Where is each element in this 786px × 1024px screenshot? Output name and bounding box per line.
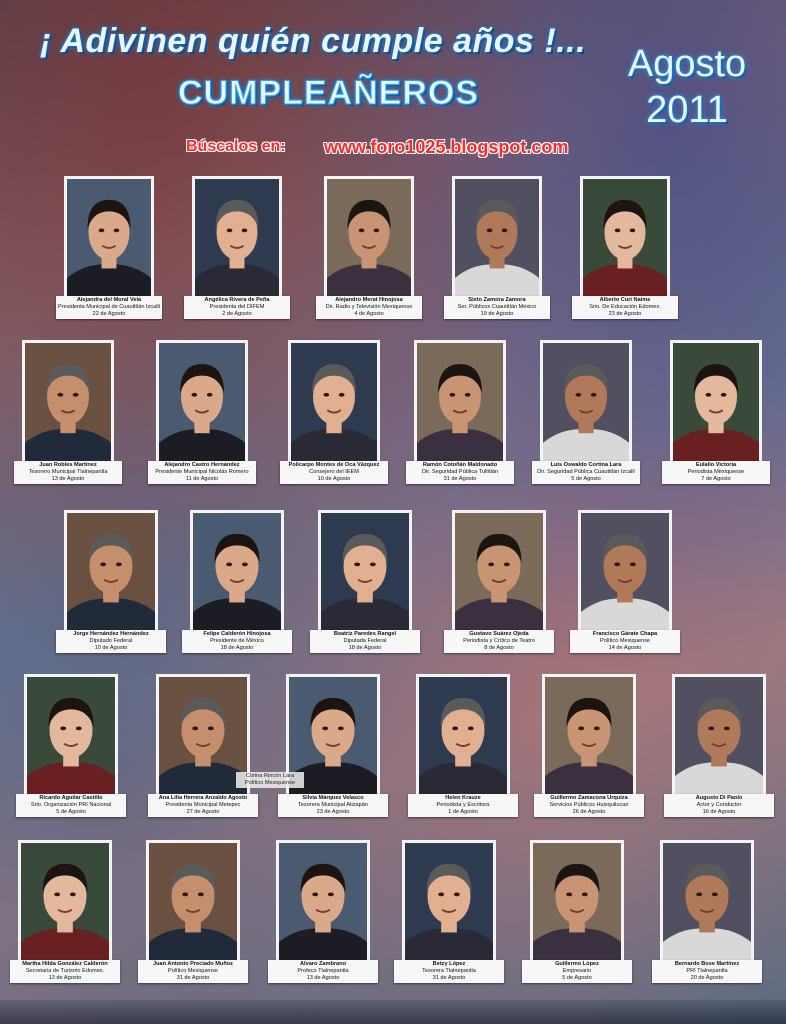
portrait-photo: [581, 513, 669, 631]
portrait-photo: [675, 677, 763, 795]
person-name: Sixto Zamora Zamora: [468, 297, 526, 303]
portrait-photo: [417, 343, 503, 462]
month-label: Agosto: [627, 43, 747, 85]
person-name: Felipe Calderón Hinojosa: [203, 631, 271, 637]
person-role: Diputado Federal: [89, 638, 133, 644]
person-date: 13 de Agosto: [48, 975, 82, 981]
person-photo: [416, 674, 510, 798]
person-name: Francisco Gárate Chapa: [592, 631, 658, 637]
person-date: 10 de Agosto: [317, 476, 351, 482]
person-photo: [64, 176, 154, 300]
person-caption: [664, 794, 774, 817]
person-caption: [310, 630, 420, 653]
person-name: Alejandro Castro Hernández: [164, 462, 240, 468]
person-role: Profeco Tlalnepantla: [297, 968, 349, 974]
person-name: Alejandro Merat Hinojosa: [335, 297, 403, 303]
portrait-photo: [193, 513, 281, 631]
person-date: 4 de Agosto: [354, 311, 384, 317]
person-photo: [530, 840, 624, 964]
blog-link[interactable]: www.foro1025.blogspot.com: [324, 137, 569, 157]
person-role: Actor y Conductor: [696, 802, 742, 808]
person-date: 5 de Agosto: [56, 809, 86, 815]
portrait-photo: [67, 513, 155, 631]
person-photo: [542, 674, 636, 798]
person-caption: [406, 461, 514, 484]
person-role: Consejero del IEEM: [309, 469, 359, 475]
person-photo: [18, 840, 112, 964]
person-role: Presidenta del DIFEM: [209, 304, 265, 310]
person-caption: [16, 794, 126, 817]
person-photo: [318, 510, 412, 634]
portrait-photo: [159, 677, 247, 795]
person-name: Eulalio Victoria: [695, 462, 737, 468]
person-name: Ricardo Aguilar Castillo: [39, 795, 103, 801]
person-name: Guillermo Zamacona Urquiza: [550, 795, 628, 801]
person-date: 18 de Agosto: [220, 645, 254, 651]
find-label: Búscalos en:: [186, 138, 286, 155]
portrait-photo: [455, 179, 539, 297]
person-role: Periodista y Escritora: [436, 802, 490, 808]
person-role: Ser. Públicos Cuautitlán México: [457, 304, 537, 310]
person-date: 5 de Agosto: [571, 476, 601, 482]
person-photo: [660, 840, 754, 964]
person-role: Servicios Públicos Huixquilucan: [549, 802, 629, 808]
person-caption: [138, 960, 248, 983]
portrait-photo: [543, 343, 629, 462]
person-name: Ramón Cotoñán Maldonado: [422, 462, 498, 468]
person-role: Diputada Federal: [343, 638, 387, 644]
person-role: Srio. De Educación Edomex.: [589, 304, 661, 310]
person-name: Beatriz Paredes Rangel: [333, 631, 397, 637]
person-caption: [532, 461, 640, 484]
portrait-photo: [291, 343, 377, 462]
person-photo: [190, 510, 284, 634]
person-caption: [522, 960, 632, 983]
person-caption: [408, 794, 518, 817]
person-name: Juan Antonio Preciado Muñoz: [153, 961, 233, 967]
person-name: Luis Oswaldo Cortina Lara: [550, 462, 622, 468]
person-date: 7 de Agosto: [701, 476, 731, 482]
person-name: Guillermo López: [555, 961, 599, 967]
portrait-photo: [405, 843, 493, 961]
person-role: Político Mexiquense: [167, 968, 219, 974]
portrait-photo: [419, 677, 507, 795]
person-name: Alejandra del Moral Vela: [76, 297, 142, 303]
person-role: Tesorero Municipal Tlalnepantla: [28, 469, 108, 475]
person-photo: [414, 340, 506, 465]
person-caption: [148, 461, 256, 484]
person-date: 23 de Agosto: [316, 809, 350, 815]
person-name: Policarpo Montes de Oca Vázquez: [288, 462, 380, 468]
person-caption: [652, 960, 762, 983]
person-date: 13 de Agosto: [306, 975, 340, 981]
person-name: Augusto Di Paolo: [695, 795, 743, 801]
person-role: PRI Tlalnepantla: [686, 968, 728, 974]
person-date: 19 de Agosto: [480, 311, 514, 317]
person-role: Dir. Seguridad Pública Cuautitlán Izcalli: [537, 469, 635, 475]
person-date: 18 de Agosto: [348, 645, 382, 651]
person-photo: [540, 340, 632, 465]
person-photo: [670, 340, 762, 465]
person-name: Ana Lilia Herrera Anzaldo Agosto: [158, 795, 248, 801]
person-name: Bernardo Bose Martínez: [674, 961, 740, 967]
person-role: Presidenta Municipal de Cuautitlán Izcalli: [58, 304, 160, 310]
portrait-photo: [159, 343, 245, 462]
person-role: Secretaria de Turismo Edomex.: [25, 968, 105, 974]
person-date: 11 de Agosto: [185, 476, 219, 482]
person-photo: [672, 674, 766, 798]
portrait-photo: [67, 179, 151, 297]
person-caption: [148, 794, 258, 817]
person-photo: [578, 510, 672, 634]
display-stand: [0, 1000, 786, 1024]
person-name: Jorge Hernández Hernández: [73, 631, 149, 637]
person-role: Presidenta Municipal Metepec: [165, 802, 241, 808]
person-date: 8 de Agosto: [484, 645, 514, 651]
portrait-photo: [279, 843, 367, 961]
person-role: Presidente Municipal Nicolás Romero: [155, 469, 249, 475]
person-role: Político Mexiquense: [599, 638, 651, 644]
person-caption: [56, 296, 162, 319]
person-photo: [402, 840, 496, 964]
person-caption: [10, 960, 120, 983]
person-date: 5 de Agosto: [562, 975, 592, 981]
portrait-photo: [663, 843, 751, 961]
person-date: 31 de Agosto: [443, 476, 477, 482]
person-caption: [280, 461, 388, 484]
person-date: 27 de Agosto: [186, 809, 220, 815]
person-caption: [570, 630, 680, 653]
person-photo: [22, 340, 114, 465]
person-role: Tesorera Municipal Atizapán: [298, 802, 368, 808]
person-photo: [24, 674, 118, 798]
person-photo: [146, 840, 240, 964]
person-photo: [64, 510, 158, 634]
poster-header: [0, 0, 786, 170]
person-date: 31 de Agosto: [176, 975, 210, 981]
portrait-photo: [321, 513, 409, 631]
portrait-photo: [545, 677, 633, 795]
person-name: Alberto Curi Naime: [599, 297, 651, 303]
person-name: Martha Hilda González Calderón: [22, 961, 108, 967]
overlap-caption: Corina Rincón Lara Político Mexiquense: [236, 772, 304, 788]
portrait-photo: [149, 843, 237, 961]
person-photo: [288, 340, 380, 465]
person-date: 22 de Agosto: [92, 311, 126, 317]
person-photo: [156, 340, 248, 465]
person-role: Tesorera Tlalnepantla: [422, 968, 476, 974]
person-date: 2 de Agosto: [222, 311, 252, 317]
portrait-photo: [533, 843, 621, 961]
person-caption: [14, 461, 122, 484]
person-caption: [444, 296, 550, 319]
person-name: Juan Robles Martínez: [39, 462, 97, 468]
person-caption: [572, 296, 678, 319]
portrait-photo: [673, 343, 759, 462]
portrait-photo: [21, 843, 109, 961]
person-date: 16 de Agosto: [702, 809, 736, 815]
person-photo: [452, 510, 546, 634]
person-role: Periodista y Crítico de Teatro: [463, 638, 535, 644]
person-photo: [324, 176, 414, 300]
person-date: 23 de Agosto: [608, 311, 642, 317]
person-date: 13 de Agosto: [51, 476, 85, 482]
person-caption: [394, 960, 504, 983]
person-caption: [56, 630, 166, 653]
person-date: 14 de Agosto: [608, 645, 642, 651]
person-name: Silvia Márquez Velasco: [302, 795, 364, 801]
person-role: Srio. Organización PRI Nacional: [30, 802, 112, 808]
person-date: 10 de Agosto: [94, 645, 128, 651]
poster-subtitle: CUMPLEAÑEROS: [178, 74, 480, 112]
person-role: Presidente de México: [210, 638, 264, 644]
person-role: Dir. Seguridad Pública Tultitlán: [421, 469, 499, 475]
person-photo: [276, 840, 370, 964]
person-date: 31 de Agosto: [432, 975, 466, 981]
person-name: Angélica Rivera de Peña: [204, 297, 270, 303]
poster-title: ¡ Adivinen quién cumple años !...: [40, 22, 587, 60]
person-date: 26 de Agosto: [572, 809, 606, 815]
portrait-photo: [327, 179, 411, 297]
person-caption: [316, 296, 422, 319]
person-caption: [662, 461, 770, 484]
year-label: 2011: [646, 89, 728, 131]
person-name: Gustavo Suárez Ojeda: [469, 631, 529, 637]
person-date: 1 de Agosto: [448, 809, 478, 815]
person-caption: [184, 296, 290, 319]
person-name: Álvaro Zambrano: [299, 961, 346, 967]
portrait-photo: [25, 343, 111, 462]
person-role: Periodista Mexiquense: [687, 469, 745, 475]
person-caption: [278, 794, 388, 817]
person-name: Betzy López: [432, 961, 466, 967]
person-date: 20 de Agosto: [690, 975, 724, 981]
person-photo: [192, 176, 282, 300]
portrait-photo: [583, 179, 667, 297]
person-caption: [444, 630, 554, 653]
portrait-photo: [195, 179, 279, 297]
person-caption: [182, 630, 292, 653]
person-role: Dir. Radio y Televisión Mexiquense: [325, 304, 413, 310]
portrait-photo: [27, 677, 115, 795]
person-photo: [580, 176, 670, 300]
portrait-photo: [455, 513, 543, 631]
person-name: Helen Krauze: [445, 795, 481, 801]
person-caption: [268, 960, 378, 983]
person-role: Empresario: [562, 968, 592, 974]
person-caption: [534, 794, 644, 817]
person-photo: [452, 176, 542, 300]
